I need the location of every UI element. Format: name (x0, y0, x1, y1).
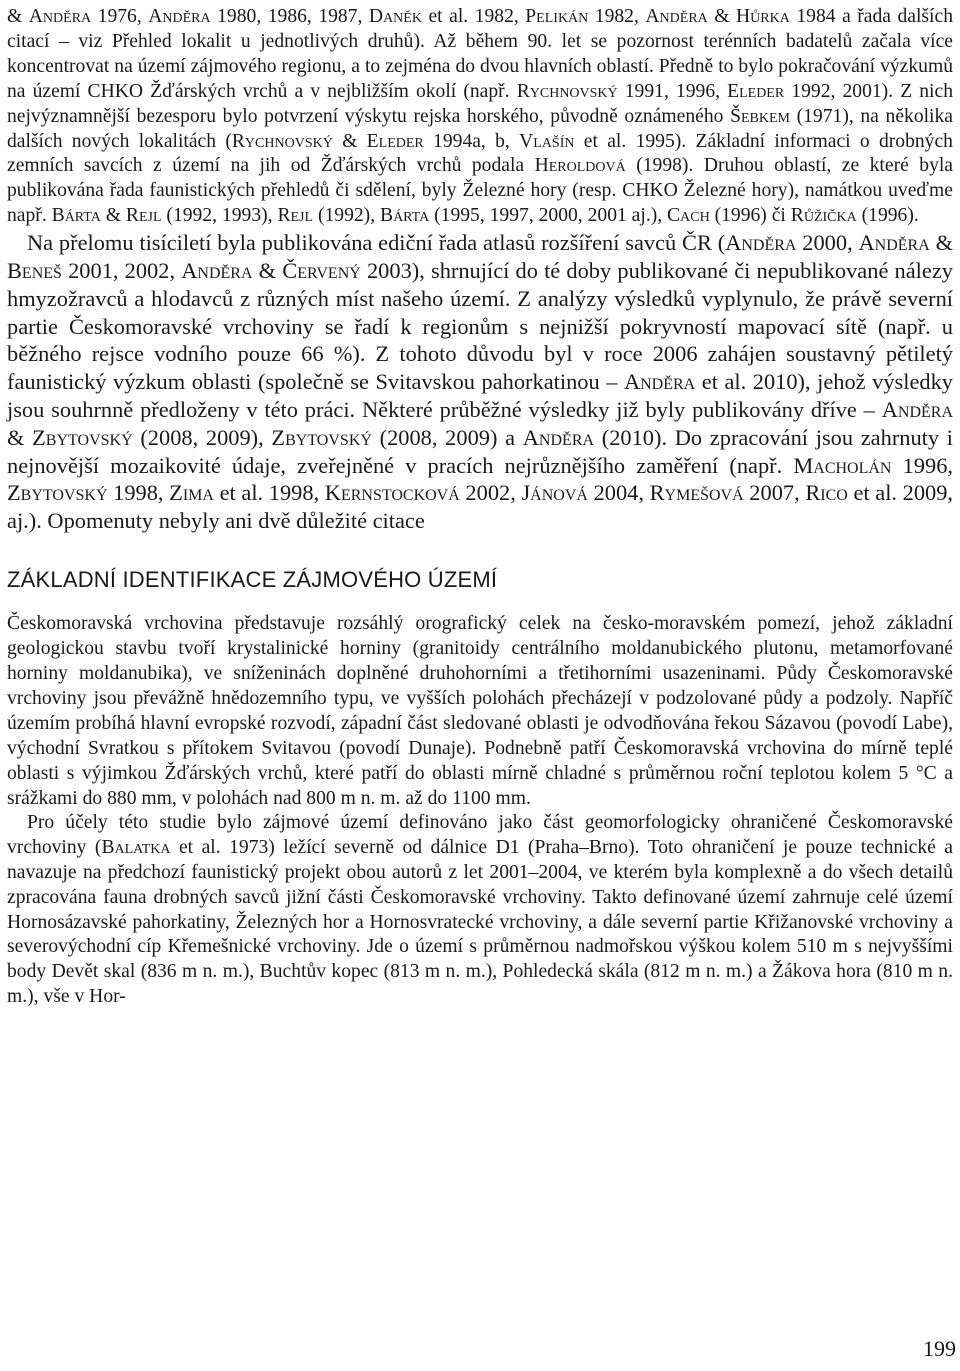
text-run: (1995, 1997, 2000, 2001 aj.), (429, 205, 668, 227)
author-name: Rymešová (649, 480, 744, 506)
text-run: 2002, (459, 480, 522, 506)
paragraph-4 (7, 811, 953, 1010)
text-run: (2008, 2009) a (371, 424, 523, 450)
author-name: Rychnovský (516, 80, 618, 102)
text-run: et al. 1995). Základní informaci o drobných zemních savcích z území na jih od Žďárských vrchů podala (7, 130, 953, 177)
author-name: Šebkem (730, 105, 790, 127)
text-run: et al. 1998, (213, 480, 325, 506)
author-name: Zbytovský (7, 480, 108, 506)
author-name: Kernstocková (324, 480, 460, 506)
text-run: 1996, (891, 452, 953, 478)
author-name: Eleder (727, 80, 785, 102)
author-name: Anděra (725, 230, 797, 256)
page-number: 199 (923, 1336, 956, 1361)
author-name: Rico (805, 480, 848, 506)
author-name: Macholán (793, 452, 892, 478)
text-run: 1994a, b, (423, 130, 520, 152)
text-run: & (7, 6, 29, 27)
text-run: (1992), (313, 205, 380, 227)
paragraph-2 (7, 229, 953, 535)
text-run: Českomoravská vrchovina představuje rozsáhlý orografický celek na česko-moravském pomezí, jehož základní geologickou stavbu tvoří krystalinické horniny (granitoidy centrálního moldanubického plutonu, metamorfované horniny moldanubika), ve sníženinách doplněné druhohorními a třetihorními usazeninami. Půdy Českomoravské vrchoviny jsou převážně hnědozemního typu, ve vyšších polohách přecházejí v podzolované půdy a podzoly. Napříč územím probíhá hlavní evropské rozvodí, západní část sledované oblasti je odvodňována řekou Sázavou (povodí Labe), východní Svratkou s přítokem Svitavou (povodí Dunaje). Podnebně patří Českomoravská vrchovina do mírně teplé oblasti s výjimkou Žďárských vrchů, které patří do oblasti mírně chladné s průměrnou roční teplotou kolem 5 °C a srážkami do 880 mm, v polohách nad 800 m n. m. až do 1100 mm. (7, 612, 953, 809)
author-name: Anděra (181, 257, 253, 283)
author-name: Anděra (858, 230, 930, 256)
author-name: Beneš (7, 257, 62, 283)
author-name: Pelikán (525, 6, 589, 27)
author-name: Cach (667, 205, 710, 227)
text-run: (1996). (856, 205, 919, 227)
text-run: 1984 a řada dalších citací – viz Přehled lokalit u jednotlivých druhů). Až během 90. let se pozornost terénních badatelů začala více koncentrovat na území zájmového regionu, a to zejména do dvou hlavních oblastí. Předně to bylo pokračování výzkumů na území CHKO Žďárských vrchů a v nejbližším okolí (např. (7, 6, 953, 102)
author-name: Rejl (125, 205, 162, 227)
author-name: Anděra (881, 396, 953, 422)
author-name: Daněk (368, 6, 422, 27)
author-name: Anděra (28, 6, 92, 27)
text-run: 1976, (91, 6, 149, 27)
author-name: Bárta (51, 205, 101, 227)
author-name: Červený (282, 257, 361, 283)
text-run: et al. 2010), jehož výsledky jsou souhrnně předloženy v této práci. Některé průběžné výsledky již byly publikovány dříve – (7, 369, 953, 422)
text-run: (1992, 1993), (161, 205, 278, 227)
text-run: 2007, (743, 480, 806, 506)
text-run: (2010). Do zpracování jsou zahrnuty i nejnovější mozaikovité údaje, zveřejněné v pracích nejrůznějšího zaměření (např. (7, 424, 954, 478)
author-name: Zima (169, 480, 214, 506)
text-run: 2003), shrnující do té doby publikované či nepublikované nálezy hmyzožravců a hlodavců z různých míst našeho území. Z analýzy výsledků vyplynulo, že právě severní partie Českomoravské vrchoviny se řadí k regionům s nejnižší pokryvností mapovací sítě (např. u běžného rejsce vodního pouze 66 %). Z tohoto důvodu byl v roce 2006 zahájen soustavný pětiletý faunistický výzkum oblasti (společně se Svitavskou pahorkatinou – (7, 257, 953, 395)
paragraph-3 (7, 611, 953, 811)
text-run: 2001, 2002, (61, 257, 182, 283)
text-run: & (100, 205, 126, 227)
text-run: & (707, 6, 737, 27)
text-run: 1991, 1996, (617, 80, 728, 102)
author-name: Jánová (521, 480, 588, 506)
text-run: 1998, (107, 480, 170, 506)
text-run: Pro účely této studie bylo zájmové území definováno jako část geomorfologicky ohraničené Českomoravské vrchoviny ( (7, 811, 953, 858)
text-run: & (332, 130, 367, 152)
paragraph-1 (7, 5, 953, 229)
author-name: Anděra (645, 6, 708, 27)
text-run: & (929, 230, 953, 256)
text-run: 2004, (587, 480, 650, 506)
author-name: Balatka (101, 836, 171, 858)
text-run: Na přelomu tisíciletí byla publikována ediční řada atlasů rozšíření savců ČR ( (27, 230, 726, 256)
text-run: 2000, (796, 230, 859, 256)
text-run: & (252, 257, 283, 283)
author-name: Anděra (623, 369, 696, 395)
author-name: Heroldová (534, 155, 626, 177)
text-run: 1982, (588, 6, 646, 27)
text-run: (2008, 2009), (132, 424, 272, 450)
author-name: Hůrka (736, 6, 790, 27)
text-run: 1980, 1986, 1987, (210, 6, 369, 27)
text-run: & (7, 424, 33, 450)
page-body (7, 5, 953, 1010)
author-name: Růžička (790, 205, 857, 227)
text-run: et al. 1982, (421, 6, 526, 27)
text-run: 1992, 2001). Z nich nejvýznamnější bezesporu bylo potvrzení výskytu rejska horského, původně oznámeného (7, 80, 953, 127)
author-name: Eleder (366, 130, 424, 152)
author-name: Rejl (277, 205, 314, 227)
author-name: Rychnovský (231, 130, 333, 152)
text-run: et al. 2009, aj.). Opomenuty nebyly ani dvě důležité citace (7, 480, 954, 534)
author-name: Anděra (522, 424, 595, 450)
section-heading: ZÁKLADNÍ IDENTIFIKACE ZÁJMOVÉHO ÚZEMÍ (7, 566, 498, 592)
text-run: et al. 1973) ležící severně od dálnice D1 (Praha–Brno). Toto ohraničení je pouze technické a navazuje na předchozí faunistický projekt obou autorů z let 2001–2004, ve kterém byla komplexně a do všech detailů zpracována fauna drobných savců jižní části Českomoravské vrchoviny. Takto definované území zahrnuje celé území Hornosázavské pahorkatiny, Železných hor a Hornosvratecké vrchoviny, a dále severní partie Křižanovské vrchoviny a severovýchodní cíp Křemešnické vrchoviny. Jde o území s průměrnou nadmořskou výškou kolem 510 m s nejvyššími body Devět skal (836 m n. m.), Buchtův kopec (813 m n. m.), Pohledecká skála (812 m n. m.) a Žákova hora (810 m n. m.), vše v Hor- (7, 836, 953, 1008)
text-run: (1971), na několika dalších nových lokalitách ( (7, 105, 953, 152)
text-run: (1998). Druhou oblastí, ze které byla publikována řada faunistických přehledů či sdělení, byly Železné hory (resp. CHKO Železné hory), namátkou uveďme např. (7, 155, 954, 227)
text-run: (1996) či (709, 205, 791, 227)
author-name: Vlašín (519, 130, 575, 152)
author-name: Zbytovský (271, 424, 372, 450)
author-name: Anděra (148, 6, 211, 27)
author-name: Bárta (380, 205, 430, 227)
author-name: Zbytovský (32, 424, 133, 450)
